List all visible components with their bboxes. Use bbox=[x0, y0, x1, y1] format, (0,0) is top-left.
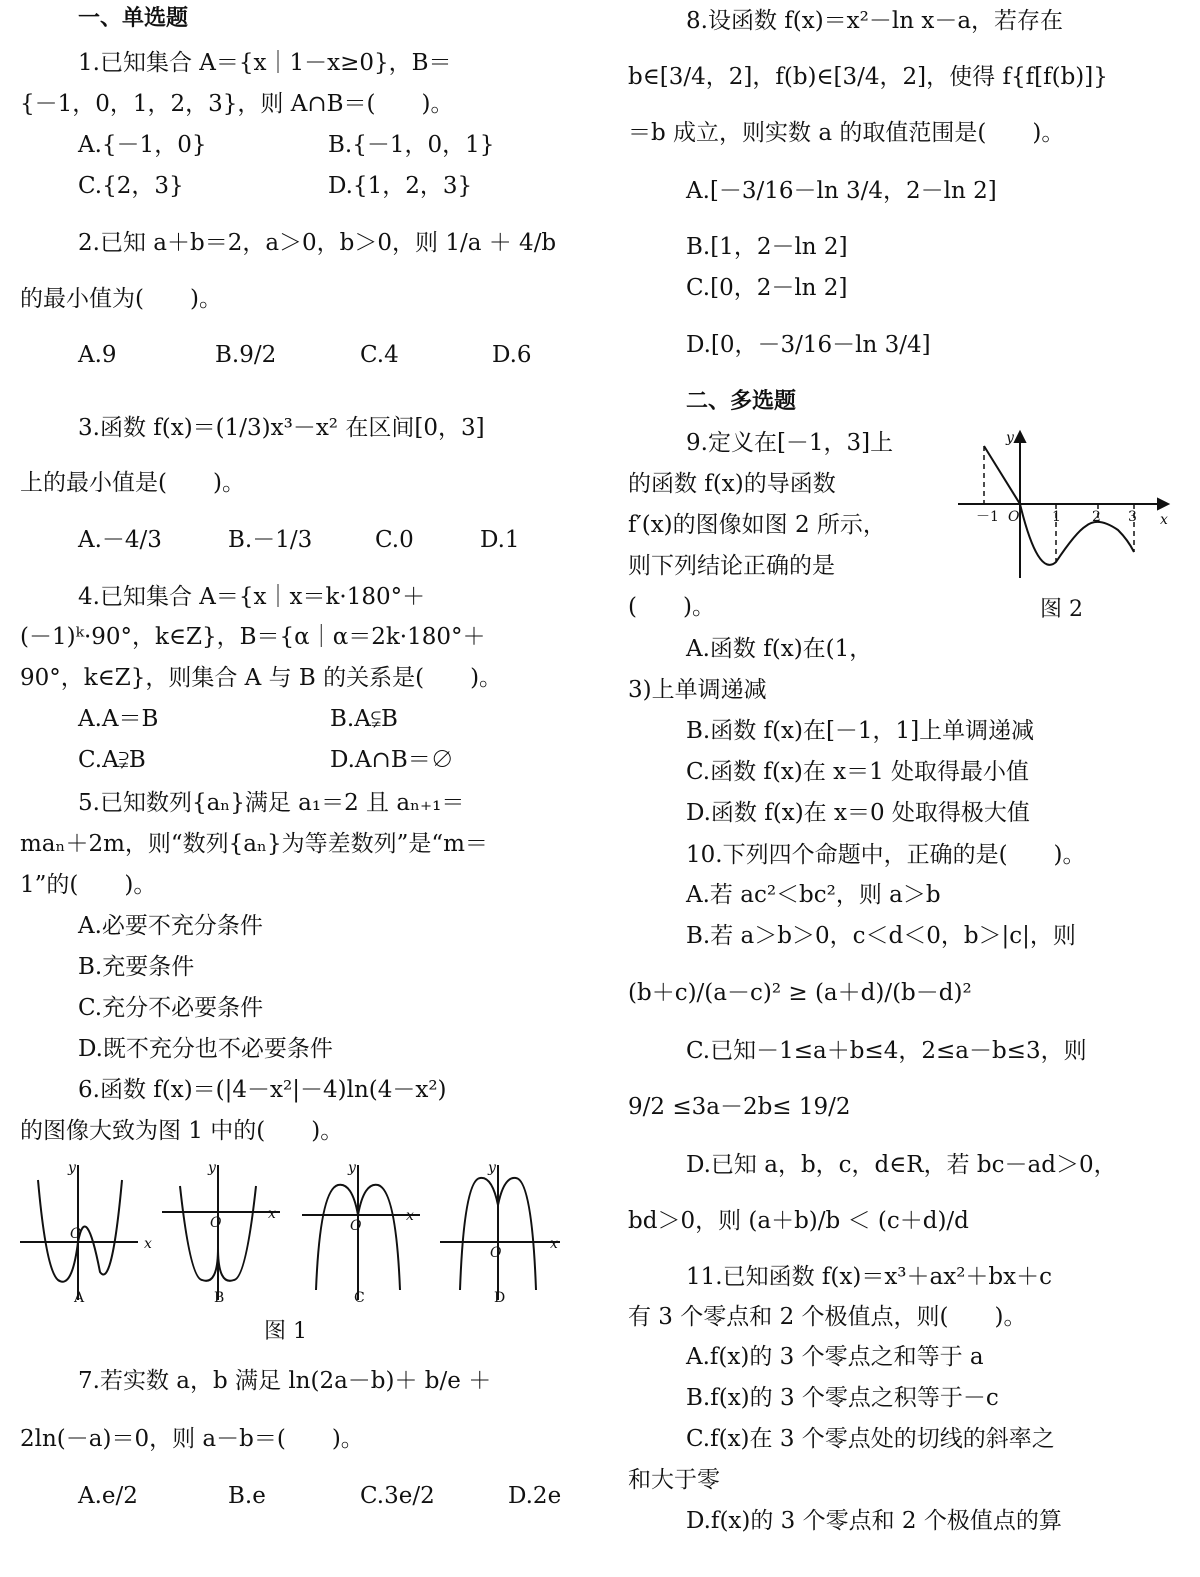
q11-option-a[interactable]: A.f(x)的 3 个零点之和等于 a bbox=[686, 1344, 984, 1370]
figure-2-caption: 图 2 bbox=[1040, 597, 1083, 622]
svg-text:y: y bbox=[208, 1160, 216, 1176]
question-9-line-4: 则下列结论正确的是 bbox=[628, 553, 835, 579]
svg-text:x: x bbox=[268, 1206, 276, 1222]
q5-option-b[interactable]: B.充要条件 bbox=[78, 954, 195, 980]
q5-option-a[interactable]: A.必要不充分条件 bbox=[78, 913, 263, 939]
question-6-line-1: 6.函数 f(x)＝(|4－x²|－4)ln(4－x²) bbox=[78, 1077, 447, 1103]
question-4-line-2: (－1)ᵏ·90°，k∈Z}，B＝{α｜α＝2k·180°＋ bbox=[20, 624, 486, 650]
q9-option-c[interactable]: C.函数 f(x)在 x＝1 处取得最小值 bbox=[686, 759, 1030, 785]
q4-option-c[interactable]: C.A⫌B bbox=[78, 747, 146, 773]
q9-option-a-line-1[interactable]: A.函数 f(x)在(1， bbox=[686, 636, 873, 662]
question-9-line-5: ( )。 bbox=[628, 594, 715, 620]
svg-text:x: x bbox=[144, 1236, 152, 1252]
figure-2-derivative-graph bbox=[958, 428, 1178, 588]
q10-option-c-line-2[interactable]: 9/2 ≤3a－2b≤ 19/2 bbox=[628, 1094, 851, 1120]
q11-option-c-line-2[interactable]: 和大于零 bbox=[628, 1467, 720, 1493]
question-2-line-2: 的最小值为( )。 bbox=[20, 286, 222, 312]
svg-text:x: x bbox=[550, 1236, 558, 1252]
question-9-line-1: 9.定义在[－1，3]上 bbox=[686, 430, 894, 456]
question-4-line-1: 4.已知集合 A＝{x｜x＝k·180°＋ bbox=[78, 584, 426, 610]
question-10-line-1: 10.下列四个命题中，正确的是( )。 bbox=[686, 842, 1086, 868]
q3-option-a[interactable]: A.－4/3 bbox=[78, 527, 162, 553]
figure-1-label-a: A bbox=[74, 1290, 85, 1306]
question-11-line-1: 11.已知函数 f(x)＝x³＋ax²＋bx＋c bbox=[686, 1264, 1052, 1290]
question-1-line-1: 1.已知集合 A＝{x｜1－x≥0}，B＝ bbox=[78, 50, 452, 76]
q4-option-b[interactable]: B.A⫋B bbox=[330, 706, 398, 732]
svg-text:O: O bbox=[350, 1218, 362, 1234]
question-7-line-2: 2ln(－a)＝0，则 a－b＝( )。 bbox=[20, 1426, 364, 1452]
q2-option-c[interactable]: C.4 bbox=[360, 342, 399, 368]
question-11-line-2: 有 3 个零点和 2 个极值点，则( )。 bbox=[628, 1304, 1027, 1330]
question-3-line-1: 3.函数 f(x)＝(1/3)x³－x² 在区间[0，3] bbox=[78, 415, 485, 441]
q11-option-c-line-1[interactable]: C.f(x)在 3 个零点处的切线的斜率之 bbox=[686, 1426, 1055, 1452]
q3-option-b[interactable]: B.－1/3 bbox=[228, 527, 313, 553]
question-3-line-2: 上的最小值是( )。 bbox=[20, 470, 245, 496]
q2-option-d[interactable]: D.6 bbox=[492, 342, 532, 368]
question-5-line-1: 5.已知数列{aₙ}满足 a₁＝2 且 aₙ₊₁＝ bbox=[78, 790, 465, 816]
svg-text:x: x bbox=[406, 1208, 414, 1224]
q1-option-c[interactable]: C.{2，3} bbox=[78, 173, 184, 199]
q2-option-b[interactable]: B.9/2 bbox=[215, 342, 277, 368]
q9-option-b[interactable]: B.函数 f(x)在[－1，1]上单调递减 bbox=[686, 718, 1035, 744]
question-1-line-2: {－1，0，1，2，3}，则 A∩B＝( )。 bbox=[20, 91, 454, 117]
figure-2-tick-neg1: －1 bbox=[976, 509, 999, 525]
figure-2-tick-3: 3 bbox=[1128, 509, 1137, 525]
question-7-line-1: 7.若实数 a，b 满足 ln(2a－b)＋ b/e ＋ bbox=[78, 1368, 492, 1394]
q10-option-c-line-1[interactable]: C.已知－1≤a＋b≤4，2≤a－b≤3，则 bbox=[686, 1038, 1087, 1064]
figure-2-tick-1: 1 bbox=[1052, 509, 1061, 525]
q8-option-d[interactable]: D.[0，－3/16－ln 3/4] bbox=[686, 332, 931, 358]
svg-text:y: y bbox=[68, 1160, 76, 1176]
q8-option-b[interactable]: B.[1，2－ln 2] bbox=[686, 234, 848, 260]
question-5-line-2: maₙ＋2m，则“数列{aₙ}为等差数列”是“m＝ bbox=[20, 831, 488, 857]
q4-option-a[interactable]: A.A＝B bbox=[78, 706, 159, 732]
q5-option-d[interactable]: D.既不充分也不必要条件 bbox=[78, 1036, 333, 1062]
q1-option-d[interactable]: D.{1，2，3} bbox=[328, 173, 473, 199]
q5-option-c[interactable]: C.充分不必要条件 bbox=[78, 995, 264, 1021]
q10-option-b-line-2[interactable]: (b＋c)/(a－c)² ≥ (a＋d)/(b－d)² bbox=[628, 980, 972, 1006]
q7-option-d[interactable]: D.2e bbox=[508, 1483, 562, 1509]
q1-option-b[interactable]: B.{－1，0，1} bbox=[328, 132, 495, 158]
q2-option-a[interactable]: A.9 bbox=[78, 342, 117, 368]
q10-option-d-line-2[interactable]: bd＞0，则 (a＋b)/b ＜ (c＋d)/d bbox=[628, 1208, 969, 1234]
q3-option-d[interactable]: D.1 bbox=[480, 527, 520, 553]
figure-2-tick-2: 2 bbox=[1092, 509, 1101, 525]
q9-option-d[interactable]: D.函数 f(x)在 x＝0 处取得极大值 bbox=[686, 800, 1030, 826]
question-8-line-2: b∈[3/4，2]，f(b)∈[3/4，2]，使得 f{f[f(b)]} bbox=[628, 64, 1108, 90]
q7-option-c[interactable]: C.3e/2 bbox=[360, 1483, 435, 1509]
question-9-line-3: f′(x)的图像如图 2 所示， bbox=[628, 512, 886, 538]
q7-option-a[interactable]: A.e/2 bbox=[78, 1483, 138, 1509]
figure-2-origin: O bbox=[1008, 509, 1020, 525]
q1-option-a[interactable]: A.{－1，0} bbox=[78, 132, 207, 158]
figure-1-label-c: C bbox=[354, 1290, 365, 1306]
q10-option-a[interactable]: A.若 ac²＜bc²，则 a＞b bbox=[686, 882, 941, 908]
question-8-line-3: ＝b 成立，则实数 a 的取值范围是( )。 bbox=[628, 120, 1065, 146]
q11-option-b[interactable]: B.f(x)的 3 个零点之积等于－c bbox=[686, 1385, 999, 1411]
q11-option-d[interactable]: D.f(x)的 3 个零点和 2 个极值点的算 bbox=[686, 1508, 1062, 1534]
q7-option-b[interactable]: B.e bbox=[228, 1483, 266, 1509]
figure-1-graphs bbox=[20, 1160, 570, 1320]
q10-option-b-line-1[interactable]: B.若 a＞b＞0，c＜d＜0，b＞|c|，则 bbox=[686, 923, 1076, 949]
q8-option-a[interactable]: A.[－3/16－ln 3/4，2－ln 2] bbox=[686, 178, 997, 204]
svg-text:O: O bbox=[490, 1245, 502, 1261]
q9-option-a-line-2[interactable]: 3)上单调递减 bbox=[628, 677, 767, 703]
question-2-line-1: 2.已知 a＋b＝2，a＞0，b＞0，则 1/a ＋ 4/b bbox=[78, 230, 557, 256]
question-9-line-2: 的函数 f(x)的导函数 bbox=[628, 471, 836, 497]
figure-1-caption: 图 1 bbox=[264, 1319, 307, 1344]
figure-1-label-d: D bbox=[494, 1290, 506, 1306]
question-8-line-1: 8.设函数 f(x)＝x²－ln x－a，若存在 bbox=[686, 8, 1064, 34]
figure-2-axis-x: x bbox=[1160, 512, 1168, 528]
q8-option-c[interactable]: C.[0，2－ln 2] bbox=[686, 275, 848, 301]
q10-option-d-line-1[interactable]: D.已知 a，b，c，d∈R，若 bc－ad＞0， bbox=[686, 1152, 1117, 1178]
question-6-line-2: 的图像大致为图 1 中的( )。 bbox=[20, 1118, 344, 1144]
figure-1-label-b: B bbox=[214, 1290, 225, 1306]
q3-option-c[interactable]: C.0 bbox=[375, 527, 414, 553]
svg-text:y: y bbox=[488, 1160, 496, 1176]
question-4-line-3: 90°，k∈Z}，则集合 A 与 B 的关系是( )。 bbox=[20, 665, 503, 691]
section-title-multi-choice: 二、多选题 bbox=[686, 389, 797, 414]
q4-option-d[interactable]: D.A∩B＝∅ bbox=[330, 747, 454, 773]
question-5-line-3: 1”的( )。 bbox=[20, 872, 157, 898]
svg-text:O: O bbox=[210, 1215, 222, 1231]
svg-text:y: y bbox=[348, 1160, 356, 1176]
figure-2-axis-y: y bbox=[1006, 430, 1014, 446]
svg-text:O: O bbox=[70, 1226, 82, 1242]
section-title-single-choice: 一、单选题 bbox=[78, 6, 189, 31]
